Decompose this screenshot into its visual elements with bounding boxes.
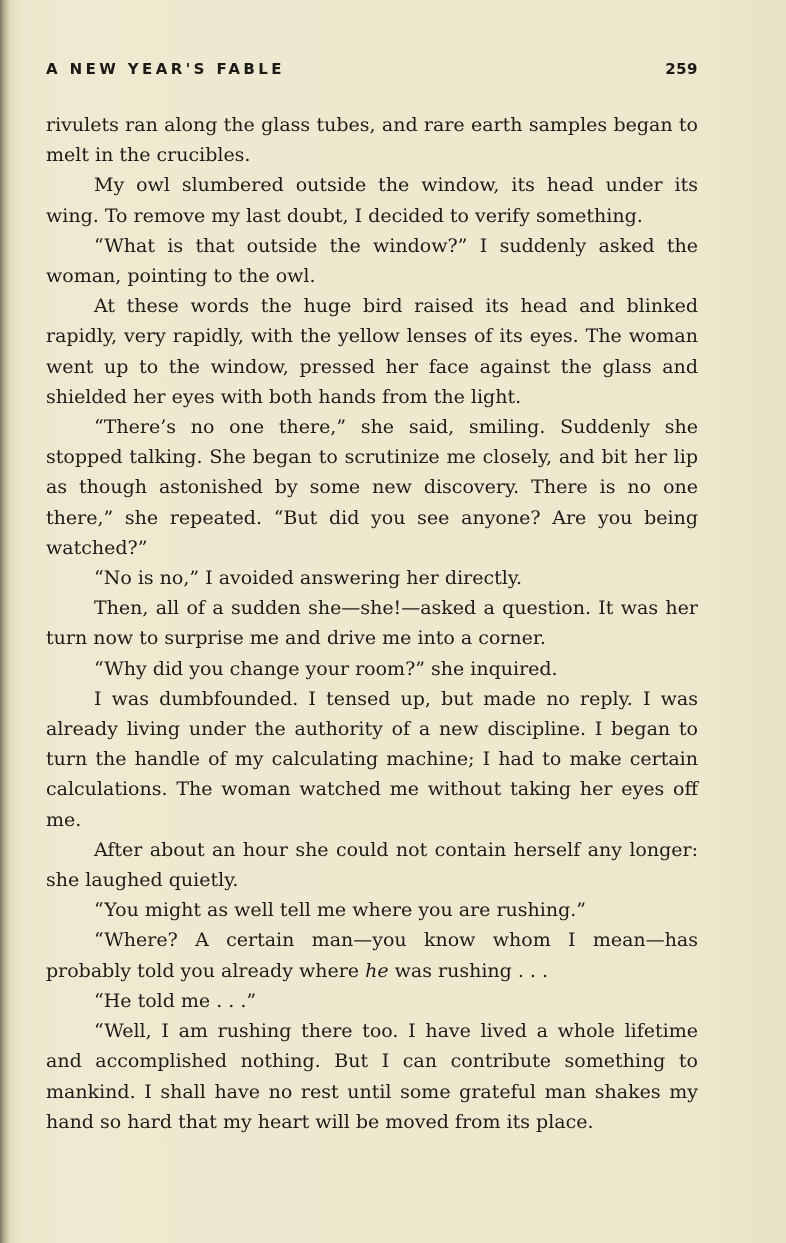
paragraph: “Why did you change your room?” she inquired.	[94, 657, 558, 680]
body-text	[46, 110, 698, 1137]
paragraph: “No is no,” I avoided answering her directly.	[94, 567, 523, 590]
paragraph: “There’s no one there,” she said, smiling. Suddenly she stopped talking. She began to scrutinize me closely, and bit her lip as though astonished by some new discovery. There is no one there,” she repeated. “But did you see anyone? Are you being watched?”	[46, 416, 698, 559]
paragraph: “He told me . . .”	[94, 989, 257, 1012]
paragraph: At these words the huge bird raised its head and blinked rapidly, very rapidly, with the yellow lenses of its eyes. The woman went up to the window, pressed her face against the glass and shielded her eyes with both hands from the light.	[46, 295, 698, 408]
paragraph: rivulets ran along the glass tubes, and rare earth samples began to melt in the crucibles.	[46, 114, 698, 167]
spine-shadow	[0, 0, 10, 1243]
paragraph: My owl slumbered outside the window, its head under its wing. To remove my last doubt, I decided to verify something.	[46, 174, 698, 227]
paragraph: “You might as well tell me where you are rushing.”	[94, 899, 586, 922]
paragraph	[46, 925, 698, 985]
paragraph-text: was rushing . . .	[388, 959, 549, 982]
paragraph: “What is that outside the window?” I suddenly asked the woman, pointing to the owl.	[46, 234, 698, 288]
paragraph: I was dumbfounded. I tensed up, but made no reply. I was already living under the authority of a new discipline. I began to turn the handle of my calculating machine; I had to make certain calculations. The woman watched me without taking her eyes off me.	[46, 687, 698, 831]
paragraph-text: “Where? A certain man—you know whom I mean—has probably told you already where	[46, 929, 698, 982]
paragraph: “Well, I am rushing there too. I have lived a whole lifetime and accomplished nothing. But I can contribute something to mankind. I shall have no rest until some grateful man shakes my hand so hard that my heart will be moved from its place.	[46, 1020, 698, 1133]
emphasized-word: he	[365, 959, 389, 982]
page-number: 259	[665, 60, 698, 78]
paragraph: After about an hour she could not contain herself any longer: she laughed quietly.	[46, 838, 698, 892]
running-title: A NEW YEAR'S FABLE	[46, 60, 285, 78]
page-header	[46, 60, 698, 86]
paragraph: Then, all of a sudden she—she!—asked a question. It was her turn now to surprise me and drive me into a corner.	[46, 597, 698, 650]
